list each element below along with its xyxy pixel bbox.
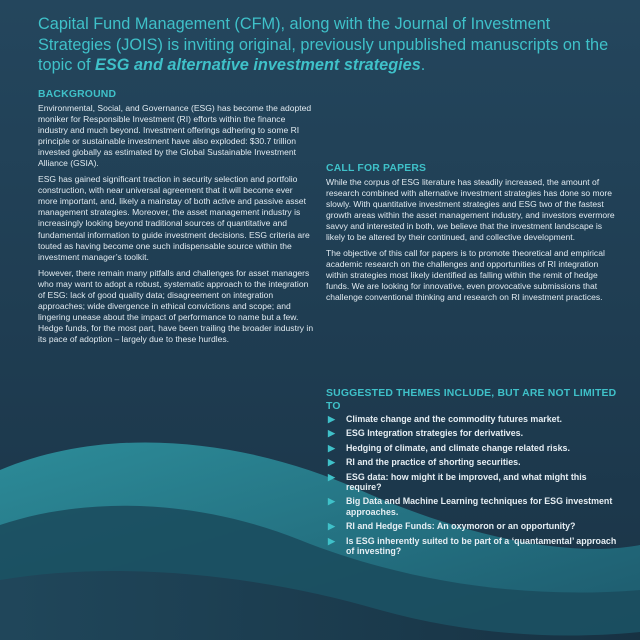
intro-emphasis: ESG and alternative investment strategies xyxy=(95,56,421,74)
theme-text: RI and Hedge Funds: An oxymoron or an opportunity? xyxy=(346,521,576,532)
themes-section xyxy=(326,387,618,413)
intro-text xyxy=(38,14,618,76)
theme-item xyxy=(326,521,618,531)
theme-text: ESG data: how might it be improved, and what might this require? xyxy=(346,471,587,493)
theme-item xyxy=(326,496,618,517)
triangle-bullet-icon: ▶ xyxy=(328,442,335,453)
theme-text: Big Data and Machine Learning techniques for ESG investment approaches. xyxy=(346,496,613,517)
theme-item xyxy=(326,536,618,557)
background-section xyxy=(38,88,314,350)
triangle-bullet-icon: ▶ xyxy=(328,428,335,439)
call-for-papers-section xyxy=(326,162,618,309)
intro-text-main: Capital Fund Management (CFM), along with the Journal of Investment Strategies (JOIS) is inviting original, previously unpublished manuscripts on the topic of xyxy=(38,15,609,74)
theme-item xyxy=(326,428,618,438)
triangle-bullet-icon: ▶ xyxy=(328,521,335,532)
intro-text-end: . xyxy=(420,56,426,74)
themes-heading: SUGGESTED THEMES INCLUDE, BUT ARE NOT LIMITED TO xyxy=(326,388,617,412)
call-for-papers-paragraph-2: The objective of this call for papers is to promote theoretical and empirical academic research on the challenges and opportunities of RI integration within strategies most likely identified as falling within the remit of hedge funds. We are looking for innovative, even provocative submissions that challenge conventional thinking and research on RI investment practices. xyxy=(326,248,605,303)
theme-text: Climate change and the commodity futures market. xyxy=(346,414,563,424)
theme-text: Hedging of climate, and climate change related risks. xyxy=(346,442,570,453)
triangle-bullet-icon: ▶ xyxy=(328,457,335,468)
background-paragraph-3: However, there remain many pitfalls and challenges for asset managers who may want to adopt a robust, systematic approach to the integration of ESG: lack of good quality data; disagreement on integration approaches; wide divergence in ethical convictions and scope; and lingering unease about the impact of performance to name but a few. Hedge funds, for the most part, have been trailing the broader industry in its pace of adoption – largely due to these hurdles. xyxy=(38,267,314,344)
theme-text: ESG Integration strategies for derivatives. xyxy=(346,428,524,439)
background-paragraph-2: ESG has gained significant traction in security selection and portfolio construction, with near universal agreement that it will become ever more important, and, likely a mainstay of both active and passive asset management strategies. Moreover, the asset management industry is increasingly looking beyond traditional sources of quantitative and fundamental information to guide investment decisions. ESG criteria are touted as having become one such indispensable source within the investment manager’s toolkit. xyxy=(38,174,310,262)
triangle-bullet-icon: ▶ xyxy=(328,496,335,507)
theme-text: Is ESG inherently suited to be part of a ‘quantamental’ approach of investing? xyxy=(346,535,617,557)
triangle-bullet-icon: ▶ xyxy=(328,535,335,546)
triangle-bullet-icon: ▶ xyxy=(328,471,335,482)
theme-item xyxy=(326,472,618,493)
background-heading: BACKGROUND xyxy=(38,89,117,100)
themes-list xyxy=(326,414,618,560)
call-for-papers-heading: CALL FOR PAPERS xyxy=(326,163,427,174)
triangle-bullet-icon: ▶ xyxy=(328,414,335,424)
theme-item xyxy=(326,414,618,424)
theme-item xyxy=(326,457,618,467)
theme-text: RI and the practice of shorting securities. xyxy=(346,457,521,468)
theme-item xyxy=(326,443,618,453)
background-paragraph-1: Environmental, Social, and Governance (ESG) has become the adopted moniker for Responsible Investment (RI) efforts within the finance industry and much beyond. Investment offerings adhering to some RI principle or sustainable investment have also exploded: $30.7 trillion invested globally as estimated by the Global Sustainable Investment Alliance (GSIA). xyxy=(38,103,312,169)
call-for-papers-paragraph-1: While the corpus of ESG literature has steadily increased, the amount of research combined with alternative investment strategies has done so more slowly. With quantitative investment strategies and ESG two of the fastest growth areas within the asset management industry, and investors evermore savvy and interested in both, we believe that the investment landscape is likely to be altered by their continued, and collective development. xyxy=(326,177,615,243)
